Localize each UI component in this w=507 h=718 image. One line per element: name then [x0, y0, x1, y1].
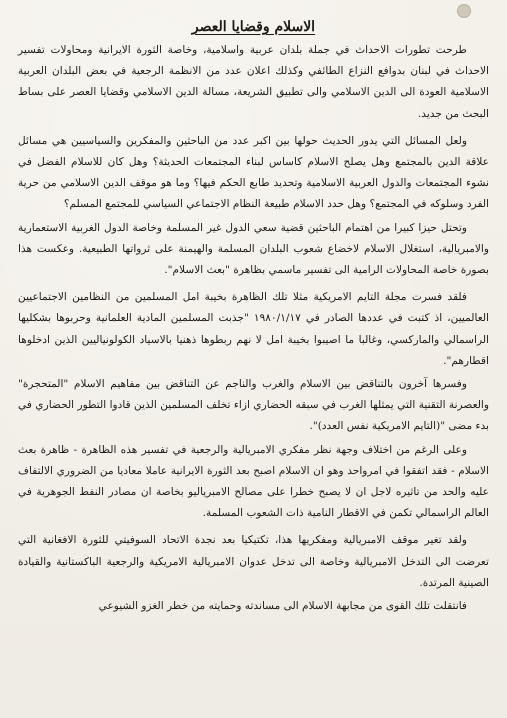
document-title: الاسلام وقضايا العصر [191, 19, 316, 35]
paragraph: ولقد تغير موقف الامبريالية ومفكريها هذا، تكتيكيا بعد نجدة الاتحاد السوفيتي للثورة الافغانية التي تعرضت الى التدخل الامبريالية وخاصة الى تدخل عدوان الامبريالية الامريكية والرجعية الباكستانية والقيادة الصينية المرتدة. [18, 534, 489, 589]
punch-hole [457, 4, 471, 18]
paragraph: طرحت تطورات الاحداث في جملة بلدان عربية واسلامية، وخاصة الثورة الايرانية ومحاولات تفسير الاحداث في لبنان بدوافع النزاع الطائفي وكذلك اعلان عدد من الانظمة الرجعية في بعض البلدان العربية الاسلامية العودة الى الدين الاسلامي والى تطبيق الشريعة، مسالة الدين الاسلامي وقضايا العصر على بساط البحث من جديد. [18, 44, 489, 120]
document-body [18, 40, 489, 617]
paragraph: وتحتل حيزا كبيرا من اهتمام الباحثين قضية سعي الدول غير المسلمة وخاصة الدول الغربية الاستعمارية والامبريالية، استغلال الاسلام لاخضاع شعوب البلدان المسلمة والهيمنة على ثرواتها الطبيعية. وعكست هذا بصورة خاصة المحاولات الرامية الى تفسير ماسمي بظاهرة "بعث الاسلام". [18, 221, 489, 277]
paragraph: ولعل المسائل التي يدور الحديث حولها بين اكبر عدد من الباحثين والمفكرين والسياسيين هي مسائل علاقة الدين بالمجتمع وهل يصلح الاسلام كاساس لبناء المجتمعات الحديثة؟ وهل كان للاسلام الفضل في نشوء المجتمعات والدول العربية الاسلامية وتحديد طابع الحكم فيها؟ وما هو موقف الدين الاسلامي من حرية الفرد وسلوكه في المجتمع؟ وهل حدد الاسلام طبيعة النظام الاجتماعي السياسي للمجتمع المسلم؟ [18, 134, 489, 211]
paragraph: وعلى الرغم من اختلاف وجهة نظر مفكري الامبريالية والرجعية في تفسير هذه الظاهرة - ظاهرة بعث الاسلام - فقد اتفقوا في امرواحد وهو ان الاسلام اصبح بعد الثورة الايرانية عاملا معاديا من الضروري الالتفاف عليه والحد من تاثيره لاجل ان لا يصبح خطرا على مصالح الامبرياليو بخاصة ان مصادر النفط الجوهرية في العالم الراسمالي تكمن في الاقطار النامية ذات الشعوب المسلمة. [18, 443, 489, 520]
paragraph: فانتقلت تلك القوى من مجابهة الاسلام الى مساندته وحمايته من خطر الغزو الشيوعي [98, 600, 467, 613]
paragraph: وفسرها آخرون بالتناقض بين الاسلام والغرب والناجم عن التناقض بين مفاهيم الاسلام "المتحجرة" والعصرنة التقنية التي يمثلها الغرب في سبقه الحضاري ازاء تخلف المسلمين الذين قادوا التطور الحضاري في بدء مضى "(التايم الامريكية نفس العدد)". [18, 378, 489, 433]
paragraph: فلقد فسرت مجلة التايم الامريكية مثلا تلك الظاهرة بخيبة امل المسلمين من النظامين الاجتماعيين العالميين، اذ كتبت في عددها الصادر في ١٩٨٠/١/١٧ "جذبت المسلمين المادية العلمانية وحربوها بشكليها الراسمالي والماركسي، وغالبا ما اصيبوا بخيبة امل لا نهم ربطوها ذهنيا بالاسياد الكولونياليين الذين ادخلوها اقطارهم". [18, 291, 489, 367]
